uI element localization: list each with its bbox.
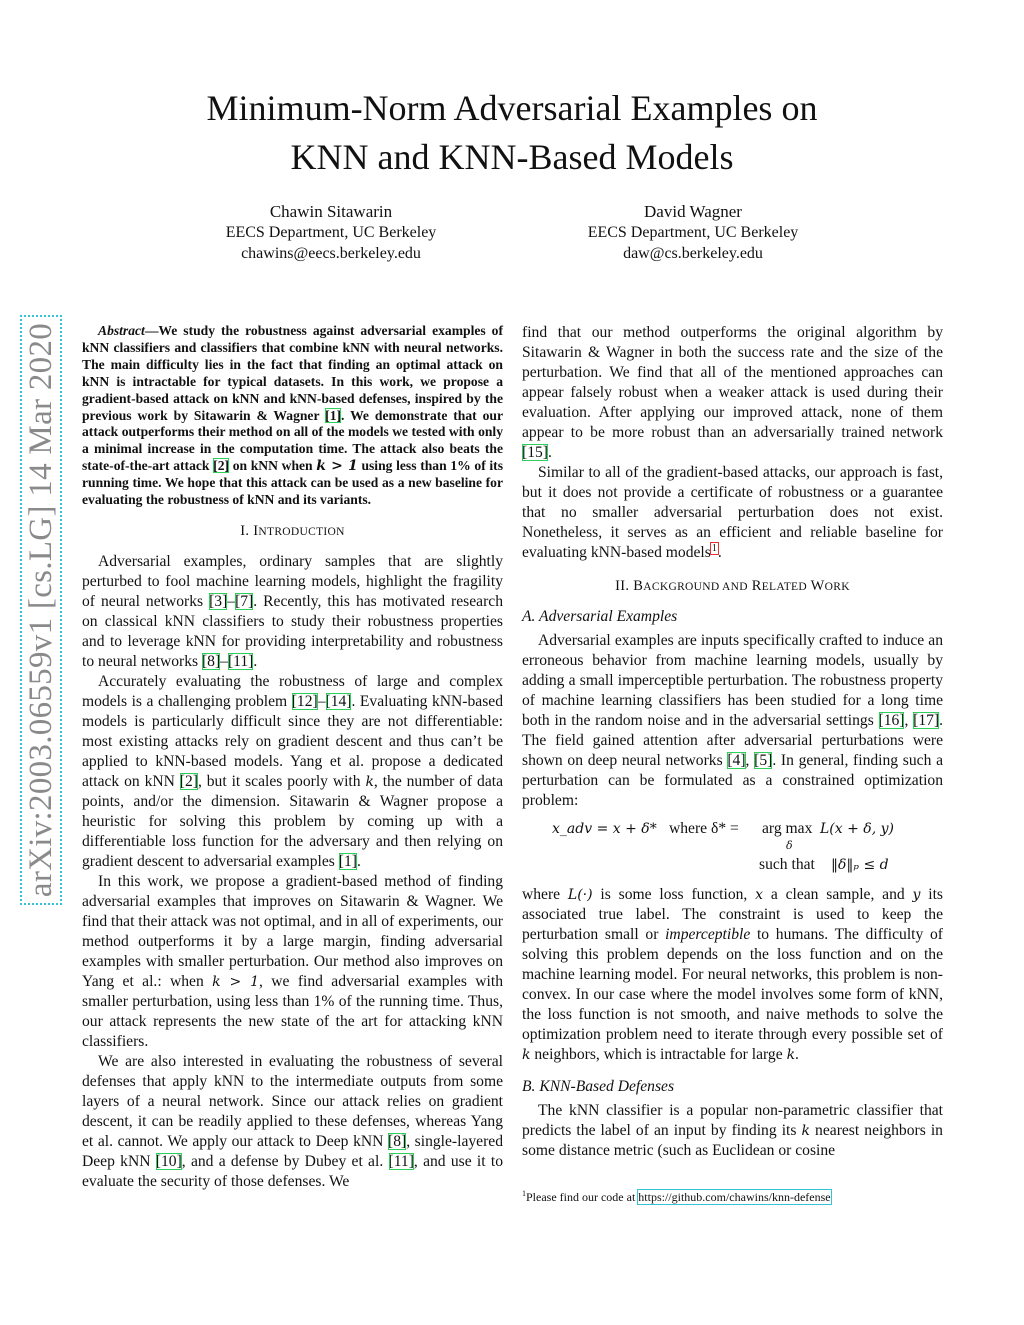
abstract-text: We study the robustness against adversarial examples of kNN classifiers and classifiers that combine kNN with neural networks. The main difficulty lies in the fact that finding an optimal attack on kNN is intractable for typical datasets. In this work, we propose a gradient-based attack on kNN and kNN-based defenses, inspired by the previous work by Sitawarin & Wagner xyxy=(82,323,503,423)
body-text: . xyxy=(547,444,552,461)
body-text: . xyxy=(356,852,361,870)
paragraph xyxy=(522,463,943,563)
section-title-cap: I xyxy=(253,522,259,539)
left-column xyxy=(82,323,503,1192)
body-text: Adversarial examples, ordinary samples that are slightly perturbed to fool machine learning models, highlight the fragility of neural networks xyxy=(82,552,503,610)
body-text: – xyxy=(317,692,326,710)
body-text: . xyxy=(795,1046,799,1063)
section-title-cap: W xyxy=(810,578,825,594)
body-text: nearest neighbors in some distance metric (such as Euclidean or cosine xyxy=(522,1122,943,1159)
paper-title xyxy=(0,84,1024,182)
paragraph xyxy=(82,1052,503,1192)
author-affiliation: EECS Department, UC Berkeley xyxy=(587,224,799,241)
citation-link[interactable]: [2] xyxy=(179,772,198,790)
author-block-1 xyxy=(181,201,481,264)
citation-link[interactable]: [1] xyxy=(338,852,357,870)
citation-link[interactable]: [16] xyxy=(878,712,905,729)
section-title-rest: ACKGROUND AND xyxy=(643,581,748,593)
body-text: , but it scales poorly with xyxy=(197,772,366,790)
citation-link[interactable]: [8] xyxy=(388,1132,407,1150)
body-text: , the number of data points, and/or the dimension. Sitawarin & Wagner propose a heuristic for solving this problem by coming up with a differentiable loss function for the adversary and then relying on gradient descent to adversarial examples xyxy=(82,772,503,870)
citation-link[interactable]: [8] xyxy=(201,652,221,670)
abstract-text: . We demonstrate that our attack outperforms their method on all of the models we tested with only a minimal increase in the computation time. The attack also beats the state-of-the-art attack xyxy=(82,407,503,474)
math-inline: k > 1 xyxy=(316,458,358,475)
body-text: , xyxy=(904,712,914,729)
body-text: In this work, we propose a gradient-based method of finding adversarial examples that improves on Sitawarin & Wagner. We find that their attack was not optimal, and in all of experiments, our method outperforms it by a large margin, finding adversarial examples with smaller perturbation. Our method also improves on Yang et al.: when xyxy=(82,872,503,990)
body-text: its associated true label. The constraint is used to keep the perturbation small or xyxy=(522,886,943,943)
optimization-equation xyxy=(522,819,943,875)
body-text: . Evaluating kNN-based models is particularly difficult since they are not differentiable: most existing attacks rely on gradient descent and thus can’t be applied to kNN-based models. Yang et al. propose a dedicated attack on kNN xyxy=(82,692,504,790)
equation-where: where δ* = xyxy=(669,820,739,837)
title-line-1: Minimum-Norm Adversarial Examples on xyxy=(206,88,818,128)
citation-link[interactable]: [11] xyxy=(227,652,254,670)
body-text: neighbors, which is intractable for large xyxy=(530,1046,787,1063)
section-title-rest: ELATED xyxy=(761,581,807,593)
paragraph xyxy=(522,885,943,1065)
author-name: David Wagner xyxy=(644,202,742,221)
body-text: , and use it to evaluate the security of those defenses. We xyxy=(82,1152,503,1190)
abstract-label: Abstract xyxy=(98,323,145,338)
arxiv-identifier-link[interactable]: arXiv:2003.06559v1 [cs.LG] 14 Mar 2020 xyxy=(20,315,62,905)
body-text: . xyxy=(717,544,722,561)
body-text: We are also interested in evaluating the robustness of several defenses that apply kNN to the intermediate outputs from some layers of a neural network. Since our attack relies on gradient descent, it can be readily applied to these defenses, whereas Yang et al. cannot. We apply our attack to Deep kNN xyxy=(82,1052,503,1150)
footnote-text: Please find our code at xyxy=(526,1190,639,1204)
section-heading-background xyxy=(522,576,943,597)
paragraph xyxy=(82,552,503,672)
body-text: Adversarial examples are inputs specifically crafted to induce an erroneous behavior from machine learning models, usually by adding a small imperceptible perturbation. The robustness property of machine learning classifiers has been studied for a long time both in the random noise and in the adversarial settings xyxy=(522,632,943,729)
right-column xyxy=(522,323,943,1161)
body-text: . Recently, this has motivated research on classical kNN classifiers to study their robustness properties and to leverage kNN for providing interpretability and robustness to neural networks xyxy=(82,592,503,670)
citation-link[interactable]: [7] xyxy=(235,592,254,610)
math-inline: x xyxy=(755,887,764,903)
abstract-text: on kNN when xyxy=(229,458,317,474)
author-email: chawins@eecs.berkeley.edu xyxy=(241,245,421,262)
abstract-text: using less than 1% of its running time. We hope that this attack can be used as a new baseline for evaluating the robustness of kNN and its variants. xyxy=(82,458,503,508)
author-block-2 xyxy=(543,201,843,264)
equation-such-that: such that xyxy=(759,856,815,873)
citation-link[interactable]: [4] xyxy=(727,752,746,769)
body-text: . xyxy=(253,652,258,670)
equation-argmax: arg max xyxy=(762,820,813,837)
footnote-link[interactable]: 1 xyxy=(711,542,717,554)
abstract xyxy=(82,323,503,509)
body-text: , xyxy=(745,752,755,769)
paragraph xyxy=(82,672,503,872)
paragraph xyxy=(522,1101,943,1161)
footnote xyxy=(522,1187,831,1204)
citation-link[interactable]: [14] xyxy=(325,692,352,710)
math-inline: k xyxy=(522,1047,531,1063)
body-text: . In general, finding such a perturbation can be formulated as a constrained optimization problem: xyxy=(522,752,943,809)
body-text: , we find adversarial examples with smaller perturbation, using less than 1% of the running time. Thus, our attack represents the new state of the art for attacking kNN classifiers. xyxy=(82,972,503,1050)
title-line-2: KNN and KNN-Based Models xyxy=(290,137,734,177)
math-inline: y xyxy=(912,887,921,903)
body-text: – xyxy=(220,652,228,670)
subsection-heading-knn-defenses: B. KNN-Based Defenses xyxy=(522,1078,675,1095)
author-affiliation: EECS Department, UC Berkeley xyxy=(225,224,437,241)
body-text: The kNN classifier is a popular non-parametric classifier that predicts the label of an input by finding its xyxy=(522,1102,943,1139)
citation-link[interactable]: [15] xyxy=(522,444,548,461)
body-text: Similar to all of the gradient-based attacks, our approach is fast, but it does not provide a certificate of robustness or a guarantee that no smaller adversarial perturbation does not exist. Nonetheless, it serves as an efficient and reliable baseline for evaluating kNN-based models xyxy=(522,464,943,561)
citation-link[interactable]: [11] xyxy=(388,1152,414,1170)
code-url-link[interactable]: https://github.com/chawins/knn-defense xyxy=(638,1190,831,1204)
section-title-cap: B xyxy=(633,578,644,594)
section-title-rest: ORK xyxy=(824,581,850,593)
body-text: to humans. The difficulty of solving this problem depends on the loss function and on the machine learning model. For neural networks, this problem is non-convex. In our case where the model involves some form of kNN, the loss function is not smooth, and naive methods to solve the optimization problem need to iterate through every possible set of xyxy=(522,926,943,1043)
body-text: where xyxy=(522,886,568,903)
section-title-rest: NTRODUCTION xyxy=(258,525,345,538)
section-heading-introduction xyxy=(82,521,503,542)
equation-constraint: ‖δ‖ₚ ≤ d xyxy=(831,857,889,873)
citation-link[interactable]: [3] xyxy=(209,592,228,610)
footnote-number: 1 xyxy=(522,1189,526,1198)
body-text: . The field gained attention after adversarial perturbations were shown on deep neural networks xyxy=(522,712,944,769)
section-number: I. xyxy=(240,522,250,539)
citation-link[interactable]: [2] xyxy=(213,458,230,474)
math-inline: k > 1 xyxy=(212,973,260,990)
equation-lhs: x_adv = x + δ* xyxy=(552,821,657,837)
citation-link[interactable]: [5] xyxy=(754,752,773,769)
body-text: a clean sample, and xyxy=(763,886,913,903)
equation-loss: L(x + δ, y) xyxy=(820,821,894,837)
subsection-heading-adversarial-examples: A. Adversarial Examples xyxy=(522,608,678,625)
author-email: daw@cs.berkeley.edu xyxy=(623,245,763,262)
math-inline: k xyxy=(801,1123,810,1139)
body-text: is some loss function, xyxy=(592,886,756,903)
body-text: Accurately evaluating the robustness of large and complex models is a challenging problem xyxy=(82,672,503,710)
math-inline: k xyxy=(786,1047,796,1063)
body-text: find that our method outperforms the original algorithm by Sitawarin & Wagner in both the success rate and the size of the perturbation. We find that all of the mentioned approaches can appear falsely robust when a weaker attack is used during their evaluation. After applying our improved attack, none of them appear to be more robust than an adversarially trained network xyxy=(522,324,943,441)
paragraph xyxy=(522,323,943,463)
section-number: II. xyxy=(615,578,630,594)
citation-link[interactable]: [1] xyxy=(325,407,342,423)
author-name: Chawin Sitawarin xyxy=(269,202,393,221)
math-inline: L(·) xyxy=(567,887,593,903)
body-text: , and a defense by Dubey et al. xyxy=(181,1152,389,1170)
equation-argmax-subscript: δ xyxy=(786,839,793,852)
body-text: – xyxy=(227,592,236,610)
section-title-cap: R xyxy=(751,578,762,594)
body-text: , single-layered Deep kNN xyxy=(82,1132,504,1170)
abstract-dash: — xyxy=(144,323,159,338)
citation-link[interactable]: [10] xyxy=(155,1152,182,1170)
paragraph xyxy=(522,631,943,811)
citation-link[interactable]: [17] xyxy=(913,712,940,729)
emphasis-text: imperceptible xyxy=(665,926,751,943)
paragraph xyxy=(82,872,503,1052)
math-inline: k xyxy=(365,773,374,790)
citation-link[interactable]: [12] xyxy=(291,692,318,710)
